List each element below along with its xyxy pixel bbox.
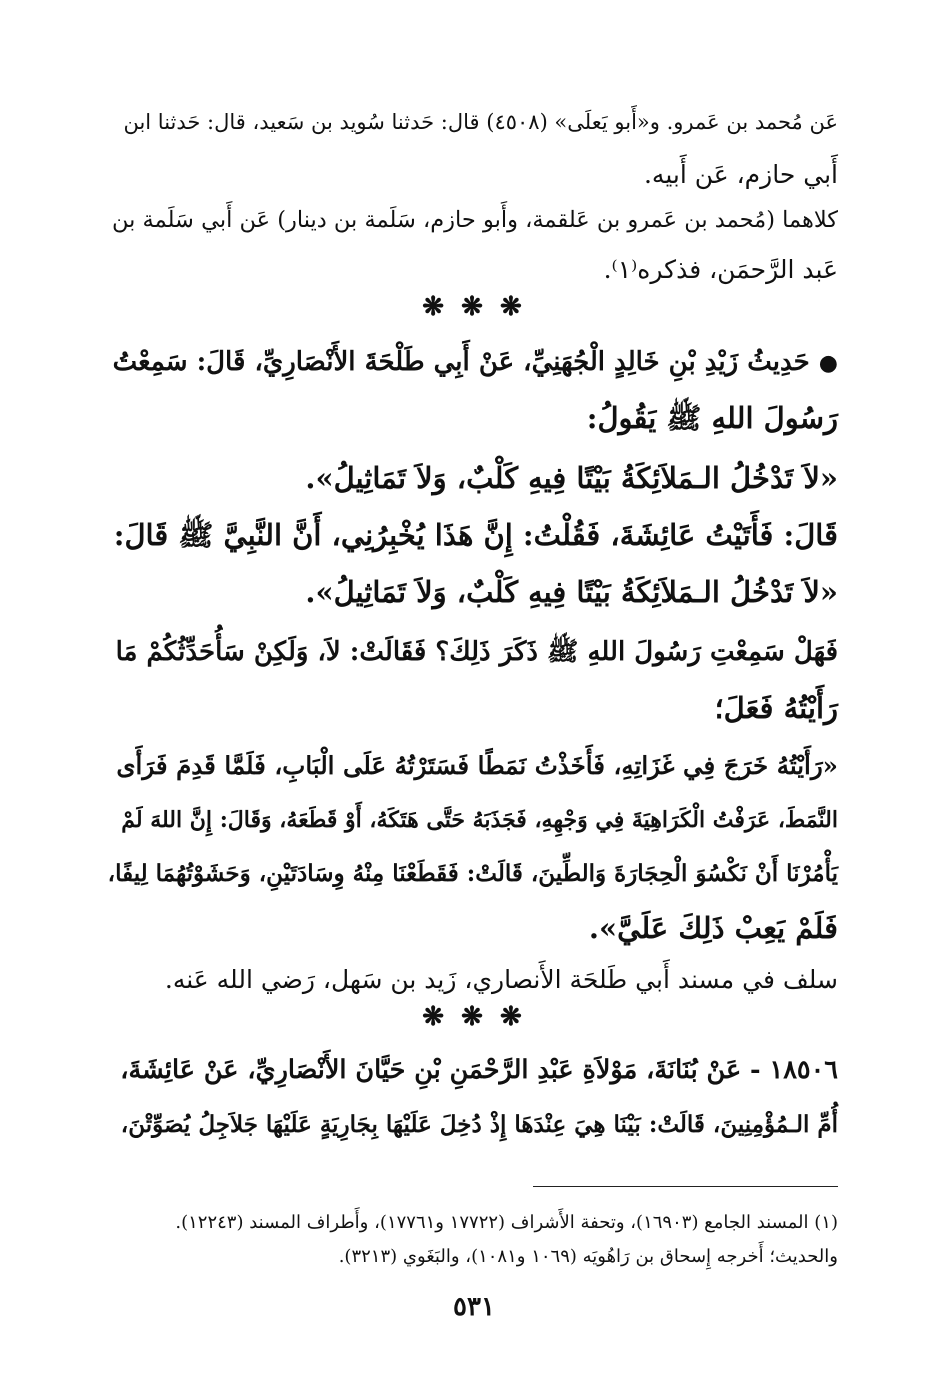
hadith-line-7: رَأَيْتُهُ فَعَلَ؛ (714, 691, 838, 725)
page-number: ٥٣١ (453, 1292, 495, 1322)
hadith-2-line-2: أُمِّ الـمُؤْمِنِينَ، قَالَتْ: بَيْنَا هِيَ عِنْدَهَا إِذْ دُخِلَ عَلَيْهَا بِجَارِيَةٍ عَلَيْهَا جَلاَجِلُ يُصَوِّتْنَ، (120, 1111, 838, 1138)
hadith-line-1 (108, 342, 838, 383)
intro-line-3: كلاهما (مُحمد بن عَمرو بن عَلقمة، وأَبو حازم، سَلَمة بن دينار) عَن أَبي سَلَمة بن (112, 207, 838, 233)
hadith-line-2: رَسُولَ اللهِ ﷺ يَقُولُ: (586, 401, 838, 435)
section-separator-2: ❋ ❋ ❋ (422, 1002, 526, 1032)
footnote-separator (533, 1186, 838, 1187)
intro-line-4: عَبد الرَّحمَن، فذكره⁽١⁾. (603, 255, 838, 284)
hadith-line-10: يَأْمُرْنَا أَنْ نَكْسُوَ الْحِجَارَةَ وَالطِّينَ، قَالَتْ: فَقَطَعْنَا مِنْهُ وِسَادَتَيْنِ، وَحَشَوْتُهُمَا لِيفًا، (107, 860, 838, 887)
footnote-line-2: والحديث؛ أَخرجه إِسحاق بن رَاهُويَه (١٠٦٩ و١٠٨١)، والبَغَوي (٣٢١٣). (338, 1246, 838, 1267)
cross-reference-note: سلف في مسند أَبي طَلحَة الأَنصاري، زَيد بن سَهل، رَضي الله عَنه. (164, 965, 838, 994)
intro-line-1: عَن مُحمد بن عَمرو. و«أَبو يَعلَى» (٤٥٠٨) قال: حَدثنا سُويد بن سَعيد، قال: حَدثنا ابن (123, 110, 838, 134)
hadith-line-8: «رَأَيْتُهُ خَرَجَ فِي غَزَاتِهِ، فَأَخَذْتُ نَمَطًا فَسَتَرْتُهُ عَلَى الْبَابِ، فَلَمَّا قَدِمَ فَرَأَى (116, 751, 838, 780)
section-separator: ❋ ❋ ❋ (422, 292, 526, 322)
hadith-line-6: فَهَلْ سَمِعْتِ رَسُولَ اللهِ ﷺ ذَكَرَ ذَلِكَ؟ فَقَالَتْ: لاَ، وَلَكِنْ سَأُحَدِّثُكُمْ مَا (115, 637, 838, 667)
hadith-line-3: «لاَ تَدْخُلُ الـمَلاَئِكَةُ بَيْتًا فِيهِ كَلْبٌ، وَلاَ تَمَاثِيلُ». (305, 461, 838, 495)
hadith-line-9: النَّمَطَ، عَرَفْتُ الْكَرَاهِيَةَ فِي وَجْهِهِ، فَجَذَبَهُ حَتَّى هَتَكَهُ، أَوْ قَطَعَهُ، وَقَالَ: إِنَّ اللهَ لَمْ (121, 807, 838, 833)
hadith-line-5: «لاَ تَدْخُلُ الـمَلاَئِكَةُ بَيْتًا فِيهِ كَلْبٌ، وَلاَ تَمَاثِيلُ». (305, 575, 838, 609)
hadith-line-1-text: حَدِيثُ زَيْدِ بْنِ خَالِدٍ الْجُهَنِيِّ، عَنْ أَبِي طَلْحَةَ الأَنْصَارِيِّ، قَالَ: سَمِعْتُ (112, 347, 810, 377)
hadith-line-11: فَلَمْ يَعِبْ ذَلِكَ عَلَيَّ». (588, 911, 838, 945)
hadith-line-4: قَالَ: فَأَتَيْتُ عَائِشَةَ، فَقُلْتُ: إِنَّ هَذَا يُخْبِرُنِي، أَنَّ النَّبِيَّ ﷺ قَالَ: (113, 518, 838, 552)
hadith-2-line-1: ١٨٥٠٦ - عَنْ بُنَانَةَ، مَوْلاَةِ عَبْدِ الرَّحْمَنِ بْنِ حَيَّانَ الأَنْصَارِيِّ، عَنْ عَائِشَةَ، (120, 1055, 838, 1085)
bullet-icon: ● (818, 350, 838, 376)
footnote-line-1: (١) المسند الجامع (١٦٩٠٣)، وتحفة الأَشراف (١٧٧٢٢ و١٧٧٦١)، وأَطراف المسند (١٢٢٤٣). (175, 1212, 838, 1233)
intro-line-2: أَبي حازم، عَن أَبيه. (643, 160, 838, 189)
